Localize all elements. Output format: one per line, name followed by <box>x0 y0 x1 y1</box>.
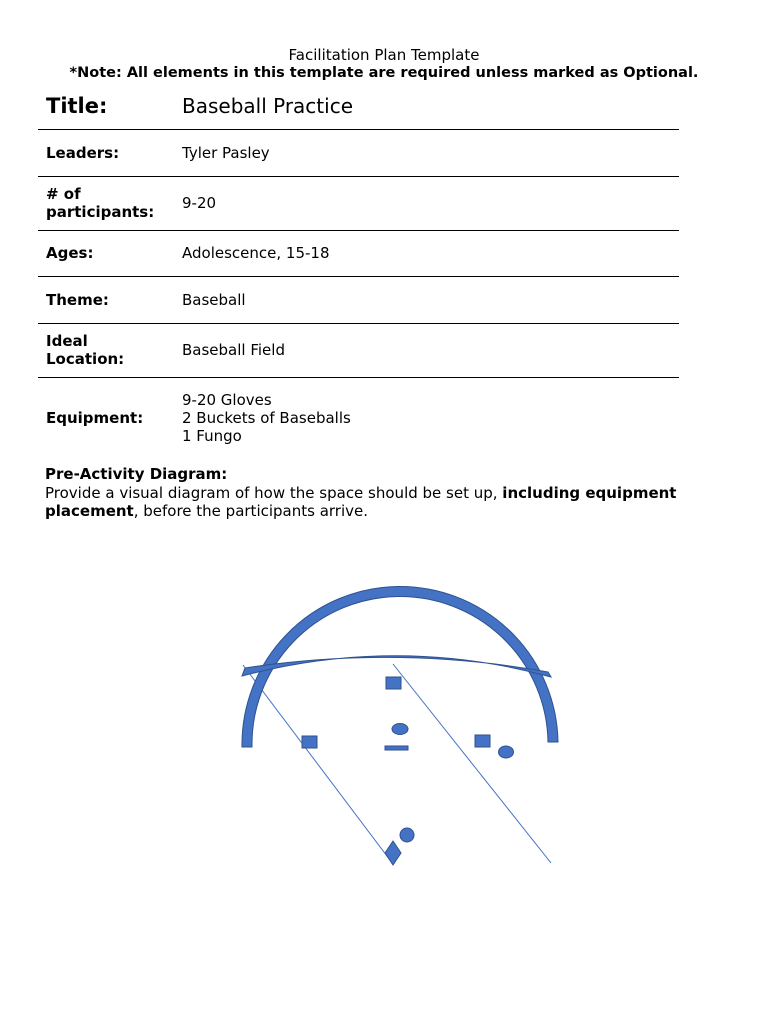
second-base-marker <box>386 677 401 689</box>
right-foul-line <box>393 664 551 863</box>
first-base-marker <box>475 735 490 747</box>
catcher-marker <box>400 828 414 842</box>
location-label-line2: Location: <box>46 350 125 368</box>
pitcher-marker <box>392 724 408 735</box>
equipment-item: 1 Fungo <box>182 427 242 446</box>
infield-arc <box>242 656 551 677</box>
home-plate-marker <box>385 841 401 865</box>
theme-label: Theme: <box>46 290 109 309</box>
theme-value: Baseball <box>182 290 246 309</box>
title-label: Title: <box>46 94 108 119</box>
location-label-line1: Ideal <box>46 332 88 350</box>
participants-label-line2: participants: <box>46 203 155 221</box>
leaders-value: Tyler Pasley <box>182 143 270 162</box>
instructions-text-end: , before the participants arrive. <box>133 502 369 520</box>
ages-value: Adolescence, 15-18 <box>182 244 330 262</box>
left-foul-line <box>243 665 393 864</box>
leaders-label: Leaders: <box>46 143 120 162</box>
pre-activity-heading: Pre-Activity Diagram: <box>45 465 228 483</box>
title-value: Baseball Practice <box>182 94 354 119</box>
equipment-item: 2 Buckets of Baseballs <box>182 409 351 428</box>
first-baseman-marker <box>499 746 514 758</box>
participants-value: 9-20 <box>182 194 217 212</box>
participants-label-line1: # of <box>46 185 81 203</box>
document-title: Facilitation Plan Template <box>288 46 480 64</box>
instructions-text-bold: including equipment placement <box>45 483 677 520</box>
ages-label: Ages: <box>46 244 94 262</box>
equipment-item: 9-20 Gloves <box>182 391 272 410</box>
pitching-rubber <box>385 746 408 750</box>
location-value: Baseball Field <box>182 341 285 359</box>
equipment-label: Equipment: <box>46 409 144 428</box>
required-note: *Note: All elements in this template are required unless marked as Optional. <box>69 65 699 81</box>
instructions-text-start: Provide a visual diagram of how the space should be set up, <box>45 483 503 502</box>
third-base-marker <box>302 736 317 748</box>
